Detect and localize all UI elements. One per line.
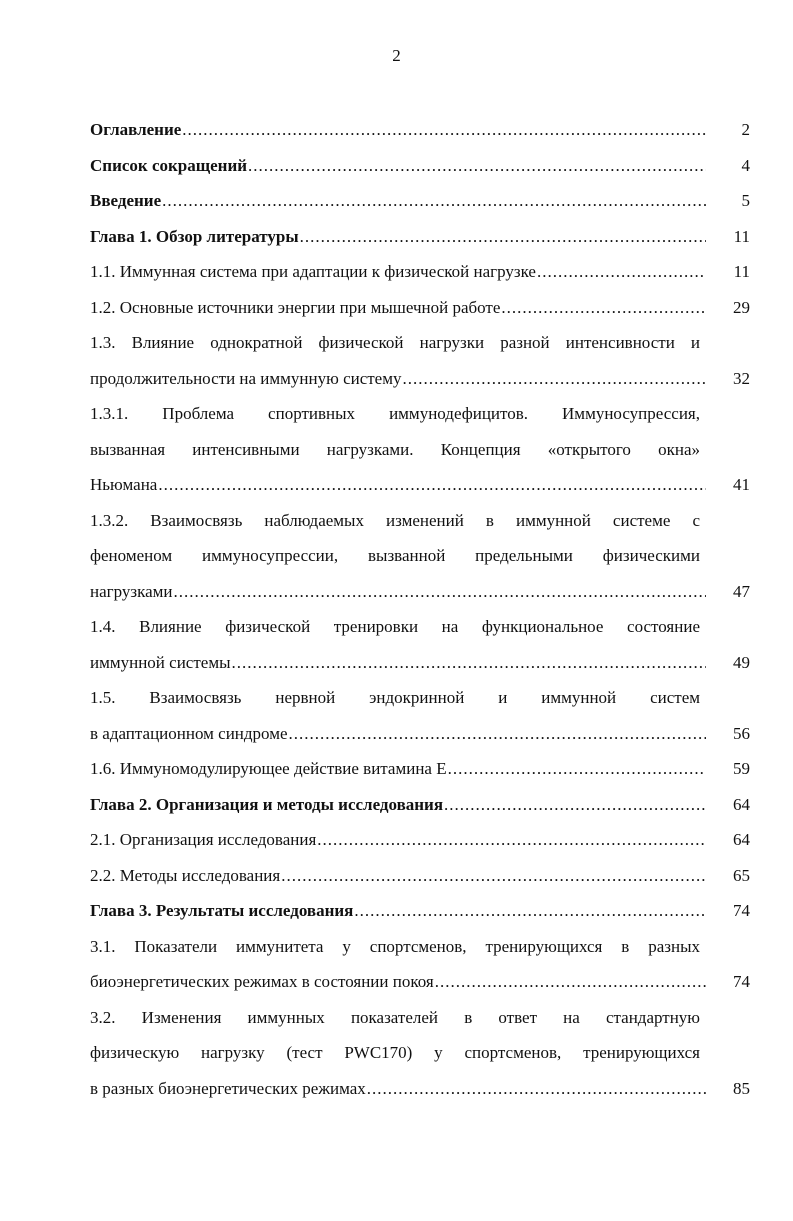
toc-entry-line (90, 538, 750, 574)
toc-entry-text: Ньюмана (90, 475, 158, 494)
toc-entry-line (90, 929, 750, 965)
toc-entry-text: 1.1. Иммунная система при адаптации к физической нагрузке (90, 262, 536, 281)
toc-page-number: 56 (733, 723, 750, 743)
toc-page-number: 74 (733, 972, 750, 991)
toc-entry-line (90, 361, 750, 397)
toc-entry-text: вызванная интенсивными нагрузками. Концепция «открытого окна» (90, 439, 700, 459)
toc-entry-line (90, 1071, 750, 1107)
toc-entry-text: 2.1. Организация исследования (90, 830, 317, 849)
dot-leader (158, 467, 706, 503)
toc-page-number: 11 (733, 262, 750, 281)
toc-entry-text: 1.5. Взаимосвязь нервной эндокринной и иммунной систем (90, 688, 700, 707)
toc-entry-text: 1.3.1. Проблема спортивных иммунодефицитов. Иммуносупрессия, (90, 404, 700, 423)
toc-entry (90, 396, 750, 503)
toc-page-number: 41 (733, 475, 750, 494)
toc-page-number: 32 (733, 368, 750, 388)
table-of-contents (90, 112, 750, 1106)
toc-entry-line (90, 787, 750, 823)
toc-entry-line (90, 1000, 750, 1036)
toc-entry (90, 290, 750, 326)
toc-entry-line (90, 183, 750, 219)
toc-entry-text: 1.3. Влияние однократной физической нагрузки разной интенсивности и (90, 333, 700, 352)
toc-page-number: 64 (733, 794, 750, 814)
toc-entry (90, 1000, 750, 1107)
toc-entry (90, 112, 750, 148)
toc-entry-line (90, 964, 750, 1000)
toc-entry (90, 680, 750, 751)
dot-leader (300, 219, 706, 255)
dot-leader (367, 1071, 706, 1107)
dot-leader (182, 112, 706, 148)
toc-entry-text: 3.1. Показатели иммунитета у спортсменов, тренирующихся в разных (90, 936, 700, 956)
toc-entry-line (90, 325, 750, 361)
toc-page-number: 11 (733, 226, 750, 246)
toc-entry-line (90, 751, 750, 787)
toc-entry-line (90, 290, 750, 326)
toc-entry-text: 1.2. Основные источники энергии при мышечной работе (90, 297, 501, 317)
dot-leader (501, 290, 706, 326)
toc-entry (90, 219, 750, 255)
toc-entry-text: в адаптационном синдроме (90, 723, 288, 743)
page-number: 2 (392, 46, 401, 65)
toc-page-number: 47 (733, 581, 750, 601)
toc-entry-text: биоэнергетических режимах в состоянии покоя (90, 972, 434, 991)
toc-entry (90, 893, 750, 929)
toc-entry-text: 2.2. Методы исследования (90, 865, 281, 885)
toc-entry-text: иммунной системы (90, 652, 231, 672)
toc-entry (90, 858, 750, 894)
toc-page-number: 74 (733, 901, 750, 920)
toc-page-number: 2 (741, 120, 750, 139)
toc-page-number: 49 (733, 652, 750, 672)
toc-entry-text: физическую нагрузку (тест PWC170) у спортсменов, тренирующихся (90, 1043, 700, 1062)
toc-entry-text: Оглавление (90, 120, 182, 139)
toc-entry-text: Список сокращений (90, 155, 248, 175)
toc-entry (90, 751, 750, 787)
toc-entry-text: Глава 1. Обзор литературы (90, 226, 299, 246)
toc-entry-line (90, 148, 750, 184)
toc-entry-line (90, 822, 750, 858)
dot-leader (281, 858, 706, 894)
toc-page-number: 5 (741, 191, 750, 210)
toc-page-number: 85 (733, 1078, 750, 1098)
dot-leader (403, 361, 707, 397)
toc-entry (90, 609, 750, 680)
toc-entry (90, 148, 750, 184)
toc-entry-text: 1.3.2. Взаимосвязь наблюдаемых изменений в иммунной системе с (90, 510, 700, 530)
dot-leader (354, 893, 706, 929)
toc-entry-line (90, 503, 750, 539)
toc-entry-text: нагрузками (90, 581, 173, 601)
dot-leader (232, 645, 707, 681)
toc-entry (90, 254, 750, 290)
toc-page-number: 59 (733, 759, 750, 778)
toc-entry-text: Глава 3. Результаты исследования (90, 901, 354, 920)
toc-entry-text: феноменом иммуносупрессии, вызванной предельными физическими (90, 546, 700, 565)
dot-leader (537, 254, 706, 290)
toc-entry-text: в разных биоэнергетических режимах (90, 1078, 366, 1098)
toc-entry (90, 325, 750, 396)
toc-entry-line (90, 858, 750, 894)
toc-entry-line (90, 219, 750, 255)
toc-entry-text: 1.4. Влияние физической тренировки на функциональное состояние (90, 617, 700, 636)
toc-entry-line (90, 254, 750, 290)
toc-entry-text: 3.2. Изменения иммунных показателей в ответ на стандартную (90, 1007, 700, 1027)
toc-entry-line (90, 467, 750, 503)
toc-entry (90, 503, 750, 610)
toc-entry-line (90, 893, 750, 929)
toc-entry-line (90, 1035, 750, 1071)
dot-leader (448, 751, 706, 787)
toc-entry (90, 822, 750, 858)
toc-page-number: 64 (733, 830, 750, 849)
toc-page-number: 65 (733, 865, 750, 885)
toc-entry-line (90, 645, 750, 681)
toc-entry-text: продолжительности на иммунную систему (90, 368, 402, 388)
toc-entry-line (90, 432, 750, 468)
toc-entry-line (90, 716, 750, 752)
toc-entry (90, 787, 750, 823)
toc-entry-line (90, 680, 750, 716)
dot-leader (317, 822, 706, 858)
toc-page-number: 29 (733, 297, 750, 317)
toc-entry-text: Глава 2. Организация и методы исследования (90, 794, 444, 814)
toc-page-number: 4 (741, 155, 750, 175)
toc-entry-line (90, 396, 750, 432)
dot-leader (289, 716, 706, 752)
toc-entry-text: 1.6. Иммуномодулирующее действие витамина Е (90, 759, 447, 778)
toc-entry-text: Введение (90, 191, 162, 210)
toc-entry-line (90, 609, 750, 645)
dot-leader (174, 574, 706, 610)
toc-entry (90, 929, 750, 1000)
dot-leader (162, 183, 706, 219)
dot-leader (444, 787, 706, 823)
toc-entry (90, 183, 750, 219)
toc-entry-line (90, 574, 750, 610)
dot-leader (435, 964, 706, 1000)
toc-entry-line (90, 112, 750, 148)
dot-leader (248, 148, 706, 184)
